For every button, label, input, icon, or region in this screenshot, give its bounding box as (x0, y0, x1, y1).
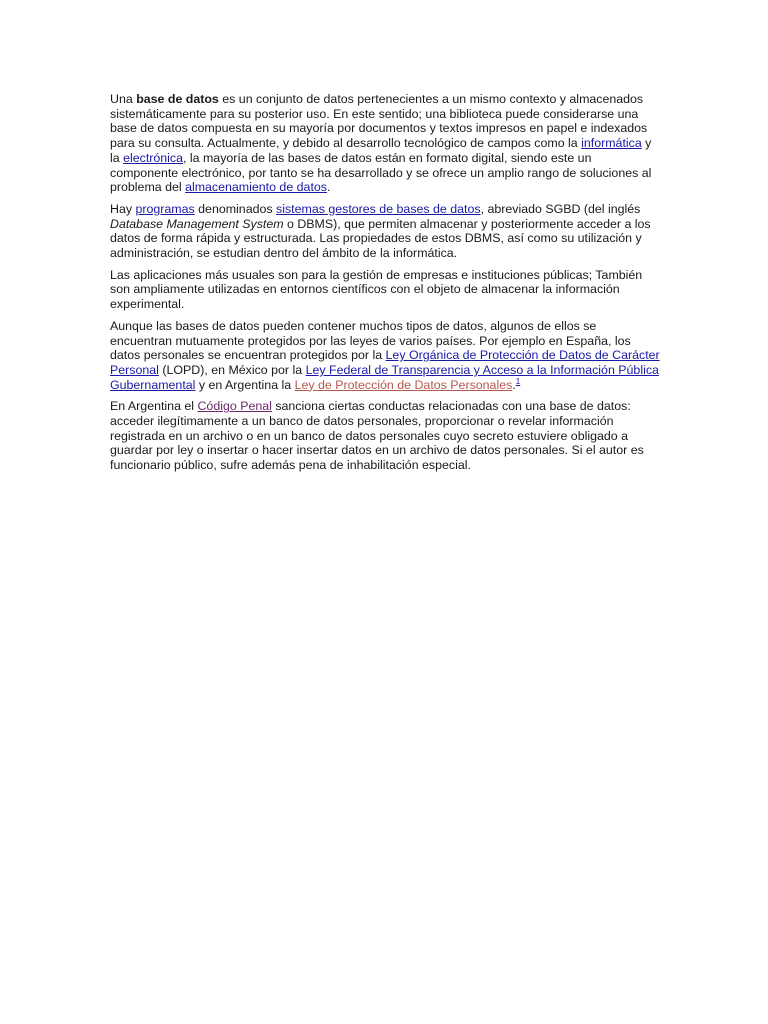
italic-term: Database Management System (110, 216, 284, 231)
paragraph-leyes: Aunque las bases de datos pueden contener muchos tipos de datos, algunos de ellos se encuentran mutuamente protegidos por las leyes de varios países. Por ejemplo en España, los datos personales se encuentran protegidos por la Ley Orgánica de Protección de Datos de Carácter Personal (LOPD), en México por la Ley Federal de Transparencia y Acceso a la Información Pública Gubernamental y en Argentina la Ley de Protección de Datos Personales.$^1$ (110, 318, 660, 392)
footnote-ref[interactable]: 1 (515, 376, 521, 386)
link-sistemas-gestores[interactable]: sistemas gestores de bases de datos (276, 201, 481, 216)
paragraph-sgbd: Hay programas denominados sistemas gestores de bases de datos, abreviado SGBD (del inglés Database Management System o DBMS), que permiten almacenar y posteriormente acceder a los datos de forma rápida y estructurada. Las propiedades de estos DBMS, así como su utilización y administración, se estudian dentro del ámbito de la informática. (110, 201, 651, 261)
paragraph-definition: Una base de datos es un conjunto de datos pertenecientes a un mismo contexto y almacenados sistemáticamente para su posterior uso. En este sentido; una biblioteca puede considerarse una base de datos compuesta en su mayoría por documentos y textos impresos en papel e indexados para su consulta. Actualmente, y debido al desarrollo tecnológico de campos como la informática y la electrónica, la mayoría de las bases de datos están en formato digital, siendo este un componente electrónico, por tanto se ha desarrollado y se ofrece un amplio rango de soluciones al problema del almacenamiento de datos. (110, 92, 652, 195)
link-codigo-penal[interactable]: Código Penal (197, 399, 272, 414)
paragraph-codigo-penal: En Argentina el Código Penal sanciona ciertas conductas relacionadas con una base de datos: acceder ilegítimamente a un banco de datos personales, proporcionar o revelar información registrada en un archivo o en un banco de datos personales cuyo secreto estuviere obligado a guardar por ley o insertar o hacer insertar datos en un archivo de datos personales. Si el autor es funcionario público, sufre además pena de inhabilitación especial. (110, 399, 644, 473)
document-body (110, 92, 661, 480)
link-informatica[interactable]: informática (581, 136, 642, 151)
link-electronica[interactable]: electrónica (123, 150, 184, 165)
link-lopd[interactable]: Ley Orgánica de Protección de Datos de Carácter Personal (110, 348, 660, 377)
link-programas[interactable]: programas (135, 201, 195, 216)
bold-term: base de datos (136, 92, 219, 106)
link-ley-federal-mexico[interactable]: Ley Federal de Transparencia y Acceso a la Información Pública Gubernamental (110, 362, 659, 392)
paragraph-aplicaciones: Las aplicaciones más usuales son para la gestión de empresas e instituciones públicas; También son ampliamente utilizadas en entornos científicos con el objeto de almacenar la información experimental. (110, 267, 643, 312)
link-ley-argentina[interactable]: Ley de Protección de Datos Personales (294, 377, 513, 392)
link-almacenamiento-de-datos[interactable]: almacenamiento de datos (185, 180, 327, 195)
